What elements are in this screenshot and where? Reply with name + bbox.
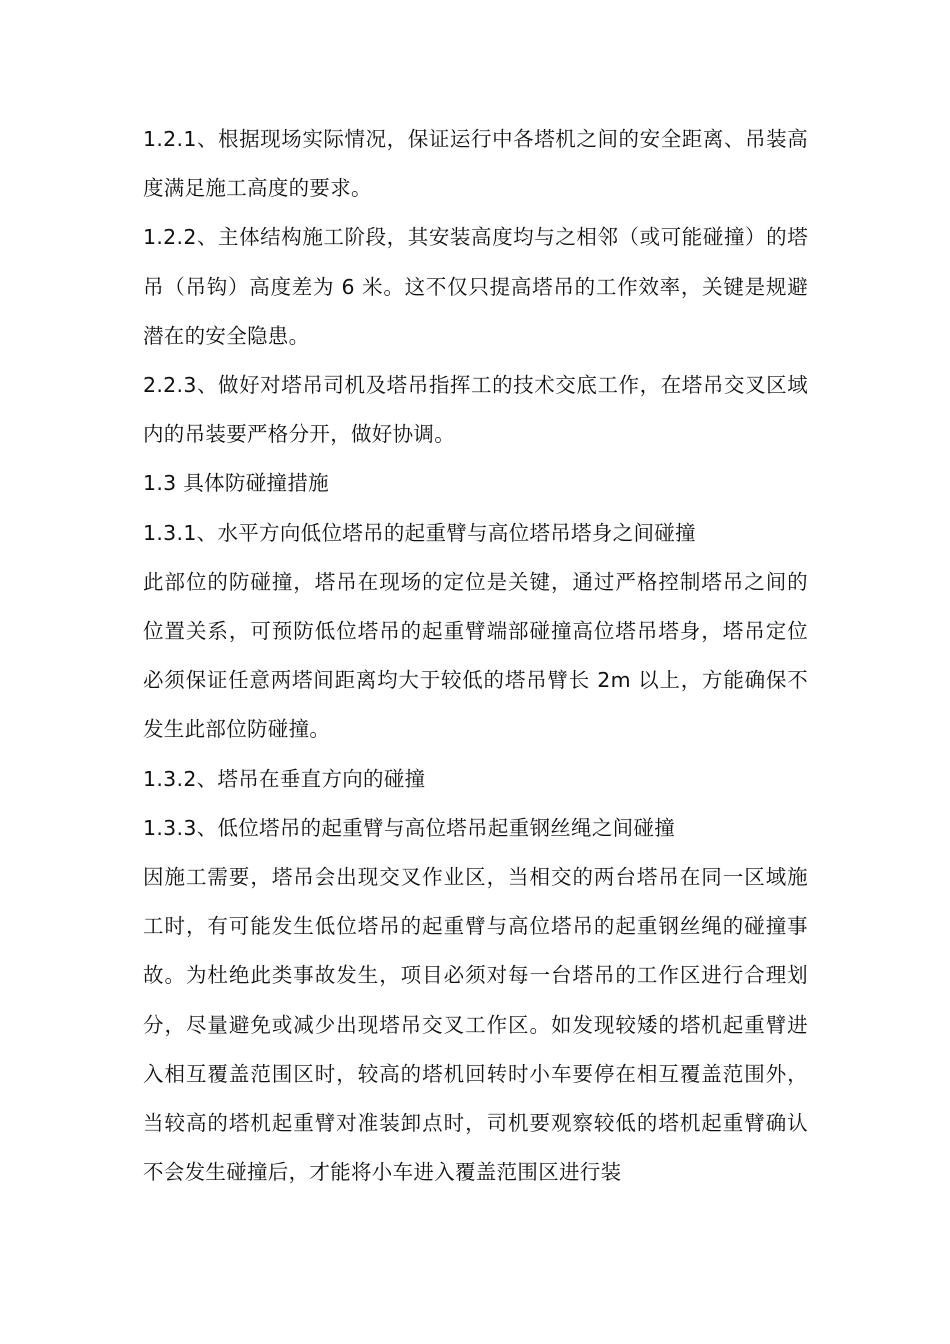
paragraph-1-2-2: 1.2.2、主体结构施工阶段，其安装高度均与之相邻（或可能碰撞）的塔吊（吊钩）高度差为 6 米。这不仅只提高塔吊的工作效率，关键是规避潜在的安全隐患。 [143, 225, 808, 348]
subheading-1-3-3: 1.3.3、低位塔吊的起重臂与高位塔吊起重钢丝绳之间碰撞 [143, 815, 676, 840]
paragraph-horizontal-collision: 此部位的防碰撞，塔吊在现场的定位是关键，通过严格控制塔吊之间的位置关系，可预防低位塔吊的起重臂端部碰撞高位塔吊塔身，塔吊定位必须保证任意两塔间距离均大于较低的塔吊臂长 2m 以上，方能确保不发生此部位防碰撞。 [143, 569, 808, 742]
subheading-1-3-1: 1.3.1、水平方向低位塔吊的起重臂与高位塔吊塔身之间碰撞 [143, 520, 696, 545]
subheading-1-3-2: 1.3.2、塔吊在垂直方向的碰撞 [143, 766, 426, 791]
paragraph-2-2-3: 2.2.3、做好对塔吊司机及塔吊指挥工的技术交底工作，在塔吊交叉区域内的吊装要严格分开，做好协调。 [143, 373, 808, 447]
paragraph-1-2-1: 1.2.1、根据现场实际情况，保证运行中各塔机之间的安全距离、吊装高度满足施工高度的要求。 [143, 127, 808, 201]
document-body [143, 115, 808, 1197]
paragraph-cross-work-zone: 因施工需要，塔吊会出现交叉作业区，当相交的两台塔吊在同一区域施工时，有可能发生低位塔吊的起重臂与高位塔吊的起重钢丝绳的碰撞事故。为杜绝此类事故发生，项目必须对每一台塔吊的工作区进行合理划分，尽量避免或减少出现塔吊交叉工作区。如发现较矮的塔机起重臂进入相互覆盖范围区时，较高的塔机回转时小车要停在相互覆盖范围外，当较高的塔机起重臂对准装卸点时，司机要观察较低的塔机起重臂确认不会发生碰撞后，才能将小车进入覆盖范围区进行装 [143, 865, 808, 1185]
section-heading-1-3: 1.3 具体防碰撞措施 [143, 471, 329, 496]
